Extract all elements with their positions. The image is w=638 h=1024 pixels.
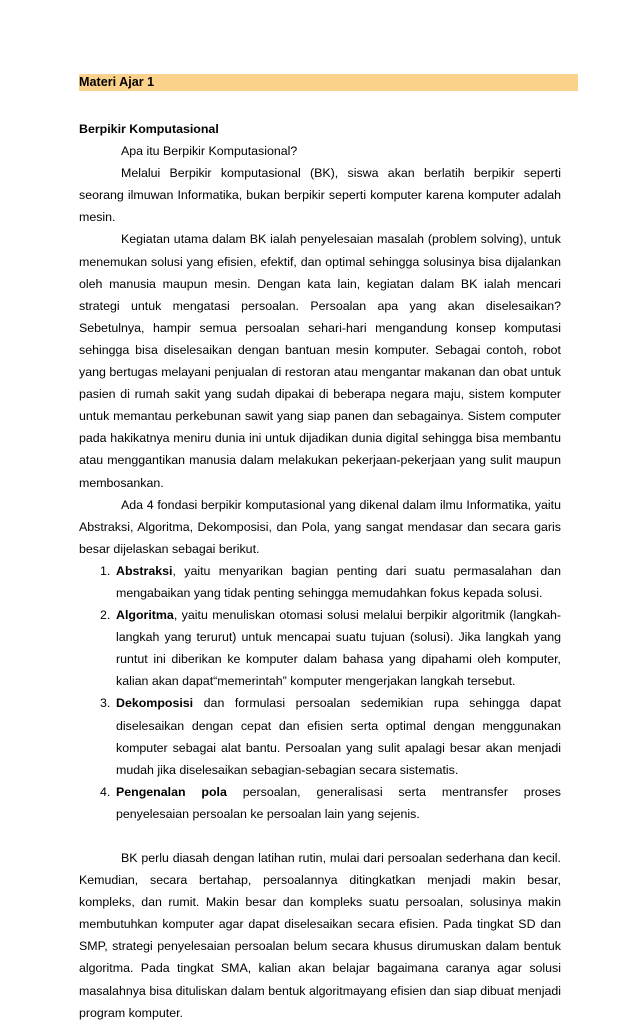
foundations-list (79, 560, 561, 825)
intro-question: Apa itu Berpikir Komputasional? (121, 144, 298, 159)
list-text: , yaitu menyarikan bagian penting dari suatu permasalahan dan mengabaikan yang tidak penting sehingga memudahkan fokus kepada solusi. (116, 563, 561, 600)
list-number: 3. (100, 696, 111, 711)
paragraph-2: Kegiatan utama dalam BK ialah penyelesaian masalah (problem solving), untuk menemukan solusi yang efisien, efektif, dan optimal sehingga solusinya bisa dijalankan oleh manusia maupun mesin. Dengan kata lain, kegiatan dalam BK ialah mencari strategi untuk mengatasi persoalan. Persoalan apa yang akan diselesaikan? Sebetulnya, hampir semua persoalan sehari-hari mengandung konsep komputasi sehingga bisa diselesaikan dengan bantuan mesin komputer. Sebagai contoh, robot yang bertugas melayani penjualan di restoran atau mengantar makanan dan obat untuk pasien di rumah sakit yang sudah dipakai di beberapa negara maju, sistem komputer untuk memantau perkebunan sawit yang siap panen dan sebagainya. Sistem computer pada hakikatnya meniru dunia ini untuk dijadikan dunia digital sehingga bisa membantu atau menggantikan manusia dalam melakukan pekerjaan-pekerjaan yang sulit maupun membosankan. (79, 232, 561, 490)
list-number: 1. (100, 563, 111, 578)
list-text: persoalan, generalisasi serta mentransfer proses penyelesaian persoalan ke persoalan lain yang sejenis. (116, 784, 561, 821)
list-item (79, 604, 561, 692)
list-term: Pengenalan pola (116, 784, 227, 799)
closing-paragraph: BK perlu diasah dengan latihan rutin, mulai dari persoalan sederhana dan kecil. Kemudian, secara bertahap, persoalannya ditingkatkan menjadi makin besar, kompleks, dan rumit. Makin besar dan kompleks suatu persoalan, solusinya makin membutuhkan komputer agar dapat diselesaikan secara efisien. Pada tingkat SD dan SMP, strategi penyelesaian persoalan belum secara khusus dirumuskan dalam bentuk algoritma. Pada tingkat SMA, kalian akan belajar bagaimana caranya agar solusi masalahnya bisa dituliskan dalam bentuk algoritmayang efisien dan siap dibuat menjadi program komputer. (79, 851, 561, 1020)
list-item (79, 560, 561, 604)
list-term: Algoritma (116, 608, 174, 623)
list-number: 4. (100, 784, 111, 799)
section-header-bar: Materi Ajar 1 (79, 74, 578, 91)
list-text: dan formulasi persoalan sedemikian rupa sehingga dapat diselesaikan dengan cepat dan efisien serta optimal dengan menggunakan komputer sebagai alat bantu. Persoalan yang sulit apalagi besar akan menjadi mudah jika diselesaikan sebagian-sebagian secara sistematis. (116, 696, 561, 777)
paragraph-1: Melalui Berpikir komputasional (BK), siswa akan berlatih berpikir seperti seorang ilmuwan Informatika, bukan berpikir seperti komputer karena komputer adalah mesin. (79, 166, 561, 225)
spacer (79, 825, 561, 847)
list-item (79, 692, 561, 780)
list-item (79, 781, 561, 825)
document-body (79, 118, 561, 1024)
list-term: Abstraksi (116, 563, 173, 578)
list-term: Dekomposisi (116, 696, 194, 711)
paragraph-3: Ada 4 fondasi berpikir komputasional yang dikenal dalam ilmu Informatika, yaitu Abstraksi, Algoritma, Dekomposisi, dan Pola, yang sangat mendasar dan secara garis besar dijelaskan sebagai berikut. (79, 497, 561, 556)
list-text: , yaitu menuliskan otomasi solusi melalui berpikir algoritmik (langkah-langkah yang terurut) untuk mencapai suatu tujuan (solusi). Jika langkah yang runtut ini diberikan ke komputer dalam bahasa yang dipahami oleh komputer, kalian akan dapat“memerintah” komputer mengerjakan langkah tersebut. (116, 608, 561, 689)
section-heading: Berpikir Komputasional (79, 122, 219, 136)
list-number: 2. (100, 608, 111, 623)
